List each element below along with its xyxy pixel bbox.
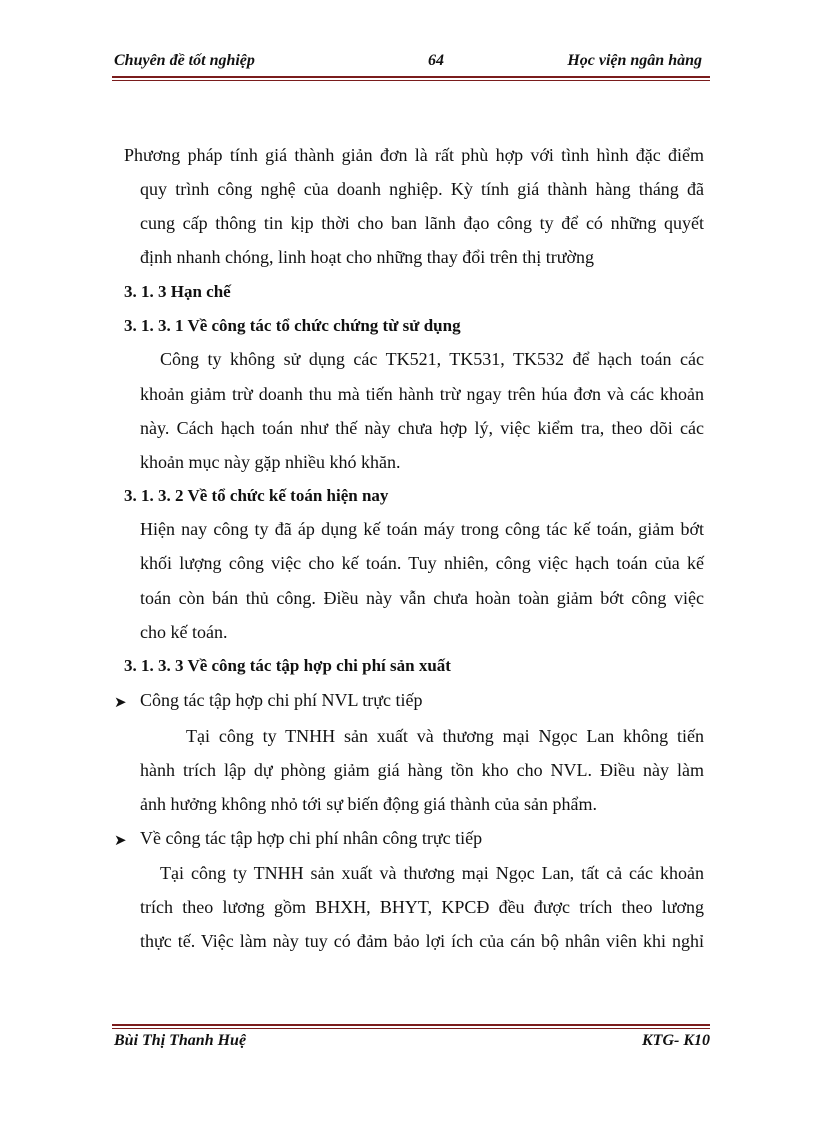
paragraph-line: Phương pháp tính giá thành giản đơn là rất phù hợp với tình hình đặc điểm xyxy=(124,145,704,165)
paragraph-line: Tại công ty TNHH sản xuất và thương mại Ngọc Lan không tiến xyxy=(186,726,704,746)
paragraph-line: toán còn bán thủ công. Điều này vẫn chưa hoàn toàn giảm bớt công việc xyxy=(140,588,704,608)
paragraph-line: định nhanh chóng, linh hoạt cho những thay đổi trên thị trường xyxy=(140,247,594,267)
author-name: Bùi Thị Thanh Huệ xyxy=(114,1032,247,1049)
bullet-item: Về công tác tập hợp chi phí nhân công trực tiếp xyxy=(140,828,483,848)
paragraph-line: khối lượng công việc cho kế toán. Tuy nhiên, công việc hạch toán của kế xyxy=(140,553,704,573)
paragraph-line: Công ty không sử dụng các TK521, TK531, TK532 để hạch toán các xyxy=(160,349,704,369)
paragraph-line: ảnh hưởng không nhỏ tới sự biến động giá thành của sản phẩm. xyxy=(140,794,597,814)
paragraph-line: trích theo lương gồm BHXH, BHYT, KPCĐ đều được trích theo lương xyxy=(140,897,704,917)
bullet-item: Công tác tập hợp chi phí NVL trực tiếp xyxy=(140,690,423,710)
subsection-heading: 3. 1. 3. 1 Về công tác tổ chức chứng từ sử dụng xyxy=(124,316,461,335)
paragraph-line: cung cấp thông tin kịp thời cho ban lãnh đạo công ty để có những quyết xyxy=(140,213,704,233)
arrow-bullet-icon: ➤ xyxy=(114,833,127,849)
header-institution: Học viện ngân hàng xyxy=(567,52,702,69)
subsection-heading: 3. 1. 3. 3 Về công tác tập hợp chi phí sản xuất xyxy=(124,656,451,675)
header-rule xyxy=(112,76,710,78)
paragraph-line: hành trích lập dự phòng giảm giá hàng tồn kho cho NVL. Điều này làm xyxy=(140,760,704,780)
subsection-heading: 3. 1. 3. 2 Về tổ chức kế toán hiện nay xyxy=(124,486,389,505)
class-code: KTG- K10 xyxy=(642,1032,710,1049)
paragraph-line: khoản mục này gặp nhiều khó khăn. xyxy=(140,452,401,472)
paragraph-line: cho kế toán. xyxy=(140,622,228,642)
footer-rule xyxy=(112,1024,710,1026)
paragraph-line: thực tế. Việc làm này tuy có đảm bảo lợi ích của cán bộ nhân viên khi nghỉ xyxy=(140,931,704,951)
paragraph-line: quy trình công nghệ của doanh nghiệp. Kỳ tính giá thành hàng tháng đã xyxy=(140,179,704,199)
header-title: Chuyên đề tốt nghiệp xyxy=(114,52,255,69)
paragraph-line: khoản giảm trừ doanh thu mà tiến hành trừ ngay trên húa đơn và các khoản xyxy=(140,384,704,404)
section-heading: 3. 1. 3 Hạn chế xyxy=(124,282,231,301)
page-footer xyxy=(112,1032,710,1056)
paragraph-line: Tại công ty TNHH sản xuất và thương mại Ngọc Lan, tất cả các khoản xyxy=(160,863,704,883)
page-header xyxy=(112,52,702,76)
header-rule-thin xyxy=(112,80,710,81)
arrow-bullet-icon: ➤ xyxy=(114,695,127,711)
footer-rule-thin xyxy=(112,1028,710,1029)
paragraph-line: này. Cách hạch toán như thế này chưa hợp lý, việc kiểm tra, theo dõi các xyxy=(140,418,704,438)
paragraph-line: Hiện nay công ty đã áp dụng kế toán máy trong công tác kế toán, giảm bớt xyxy=(140,519,704,539)
page-number: 64 xyxy=(428,52,444,69)
